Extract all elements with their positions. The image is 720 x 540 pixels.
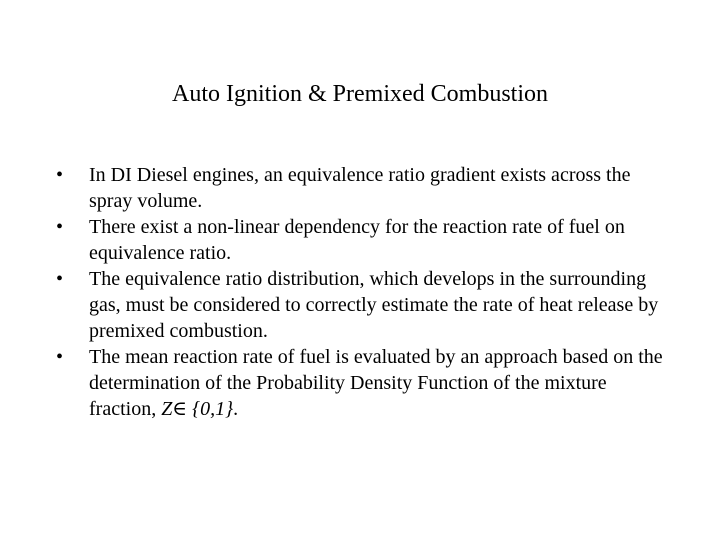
bullet-text: The mean reaction rate of fuel is evaluated by an approach based on the determination of the Probability Density Function of the mixture fraction, [89,346,663,420]
bullet-icon: • [56,268,64,290]
bullet-icon: • [56,216,64,238]
slide-title: Auto Ignition & Premixed Combustion [172,81,548,107]
math-expression: Z∈ {0,1} [161,398,234,420]
bullet-icon: • [56,346,64,368]
bullet-text: In DI Diesel engines, an equivalence ratio gradient exists across the spray volume. [89,164,631,212]
sentence-end: . [233,398,239,420]
bullet-icon: • [56,164,64,186]
bullet-text: The equivalence ratio distribution, which develops in the surrounding gas, must be considered to correctly estimate the rate of heat release by premixed combustion. [89,268,659,342]
bullet-item [56,266,666,344]
bullet-text: There exist a non-linear dependency for the reaction rate of fuel on equivalence ratio. [89,216,625,264]
bullet-item [56,162,666,214]
bullet-item [56,214,666,266]
bullet-list [56,162,666,422]
bullet-item [56,344,666,422]
